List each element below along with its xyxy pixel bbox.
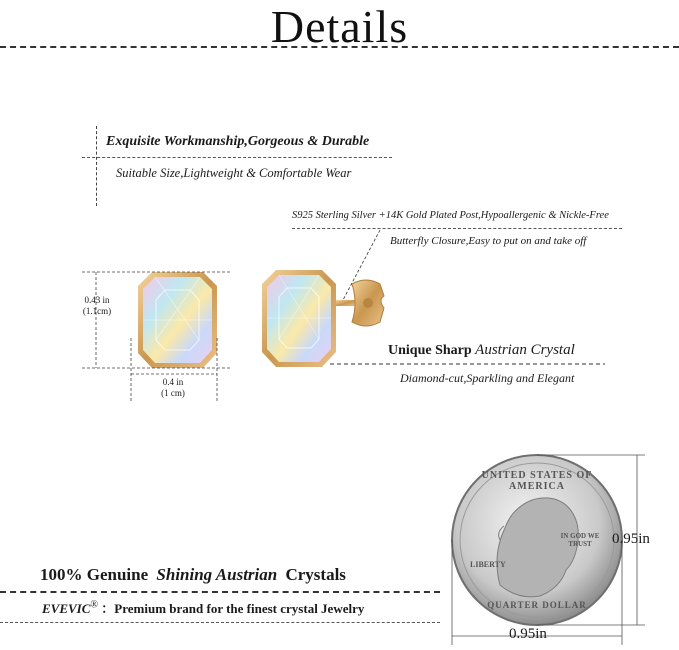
genuine-prefix: 100% Genuine bbox=[40, 565, 149, 584]
width-cm: (1 cm) bbox=[161, 388, 185, 398]
coin-legend-top: UNITED STATES OF AMERICA bbox=[481, 470, 593, 492]
post-material-text: S925 Sterling Silver +14K Gold Plated Post,Hypoallergenic & Nickle-Free bbox=[292, 210, 609, 221]
crystal-heading-lead: Unique Sharp bbox=[388, 343, 472, 358]
genuine-crystals-heading bbox=[40, 565, 346, 585]
genuine-suffix: Crystals bbox=[285, 565, 346, 584]
crystal-subtext: Diamond-cut,Sparkling and Elegant bbox=[400, 371, 575, 385]
brand-line bbox=[42, 598, 364, 617]
crystal-heading-emphasis: Austrian Crystal bbox=[475, 342, 575, 358]
page-title: Details bbox=[270, 1, 409, 52]
height-cm: (1.1cm) bbox=[82, 306, 112, 316]
post-closure-text: Butterfly Closure,Easy to put on and take off bbox=[390, 235, 587, 247]
footer-bottom-divider bbox=[0, 622, 440, 623]
height-in: 0.43 in bbox=[84, 295, 110, 305]
width-in: 0.4 in bbox=[162, 377, 184, 387]
brand-name: EVEVIC bbox=[42, 601, 91, 616]
feature-workmanship: Exquisite Workmanship,Gorgeous & Durable bbox=[106, 134, 370, 149]
coin-motto: IN GOD WE TRUST bbox=[560, 532, 600, 548]
brand-registered-mark: ® bbox=[90, 599, 99, 611]
brand-tagline: ：Premium brand for the finest crystal Jewelry bbox=[101, 601, 365, 616]
coin-legend-bottom: QUARTER DOLLAR bbox=[487, 600, 587, 610]
footer-divider bbox=[0, 591, 440, 593]
coin-height-label: 0.95in bbox=[612, 531, 650, 547]
coin-width-label: 0.95in bbox=[509, 626, 547, 642]
feature-size: Suitable Size,Lightweight & Comfortable Wear bbox=[116, 166, 352, 180]
coin-liberty: LIBERTY bbox=[470, 560, 506, 569]
genuine-emphasis: Shining Austrian bbox=[156, 565, 278, 584]
